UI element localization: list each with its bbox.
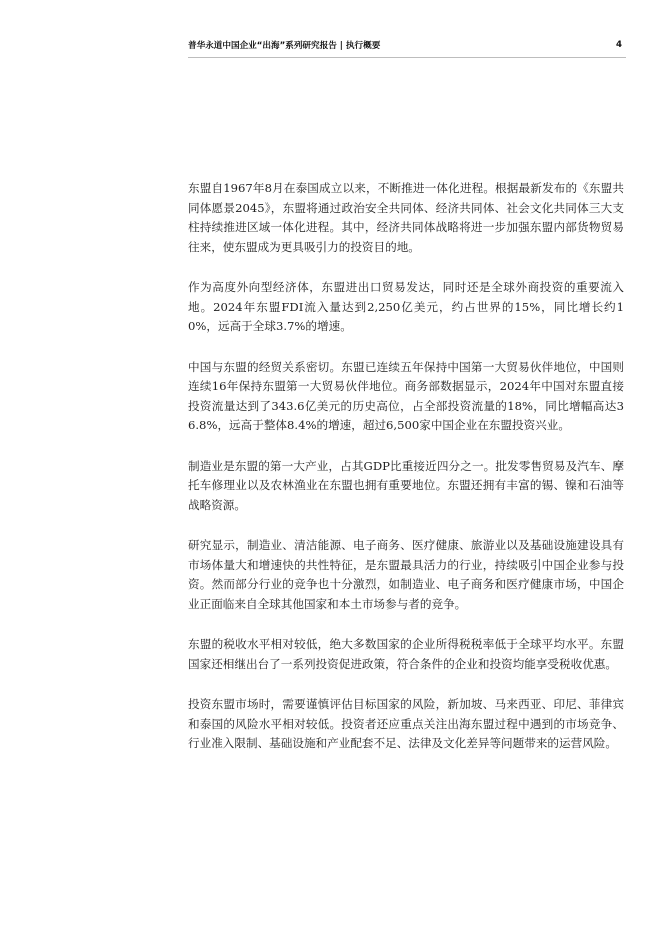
report-title: 普华永道中国企业“出海”系列研究报告 | 执行概要 (188, 41, 381, 51)
header-divider (188, 57, 626, 58)
body-content (188, 179, 624, 775)
paragraph-industries: 研究显示，制造业、清洁能源、电子商务、医疗健康、旅游业以及基础设施建设具有市场体量大和增速快的共性特征，是东盟最具活力的行业，持续吸引中国企业参与投资。然而部分行业的竞争也十分激烈，如制造业、电子商务和医疗健康市场，中国企业正面临来自全球其他国家和本土市场参与者的竞争。 (188, 538, 624, 611)
paragraph-asean-integration: 东盟自1967年8月在泰国成立以来，不断推进一体化进程。根据最新发布的《东盟共同体愿景2045》，东盟将通过政治安全共同体、经济共同体、社会文化共同体三大支柱持续推进区域一体化进程。其中，经济共同体战略将进一步加强东盟内部货物贸易往来，使东盟成为更具吸引力的投资目的地。 (188, 181, 624, 254)
paragraph-risk: 投资东盟市场时，需要谨慎评估目标国家的风险，新加坡、马来西亚、印尼、菲律宾和泰国的风险水平相对较低。投资者还应重点关注出海东盟过程中遇到的市场竞争、行业准入限制、基础设施和产业配套不足、法律及文化差异等问题带来的运营风险。 (188, 697, 624, 750)
page-number: 4 (616, 40, 622, 50)
paragraph-trade-fdi: 作为高度外向型经济体，东盟进出口贸易发达，同时还是全球外商投资的重要流入地。2024年东盟FDI流入量达到2,250亿美元，约占世界的15%，同比增长约10%，远高于全球3.7%的增速。 (188, 280, 624, 333)
paragraph-manufacturing: 制造业是东盟的第一大产业，占其GDP比重接近四分之一。批发零售贸易及汽车、摩托车修理业以及农林渔业在东盟也拥有重要地位。东盟还拥有丰富的锡、镍和石油等战略资源。 (188, 458, 624, 512)
paragraph-tax: 东盟的税收水平相对较低，绝大多数国家的企业所得税税率低于全球平均水平。东盟国家还相继出台了一系列投资促进政策，符合条件的企业和投资均能享受税收优惠。 (188, 637, 624, 671)
paragraph-china-asean-relations: 中国与东盟的经贸关系密切。东盟已连续五年保持中国第一大贸易伙伴地位，中国则连续16年保持东盟第一大贸易伙伴地位。商务部数据显示，2024年中国对东盟直接投资流量达到了343.6亿美元的历史高位，占全部投资流量的18%，同比增幅高达36.8%，远高于整体8.4%的增速，超过6,500家中国企业在东盟投资兴业。 (188, 359, 624, 432)
page-header (188, 38, 622, 52)
